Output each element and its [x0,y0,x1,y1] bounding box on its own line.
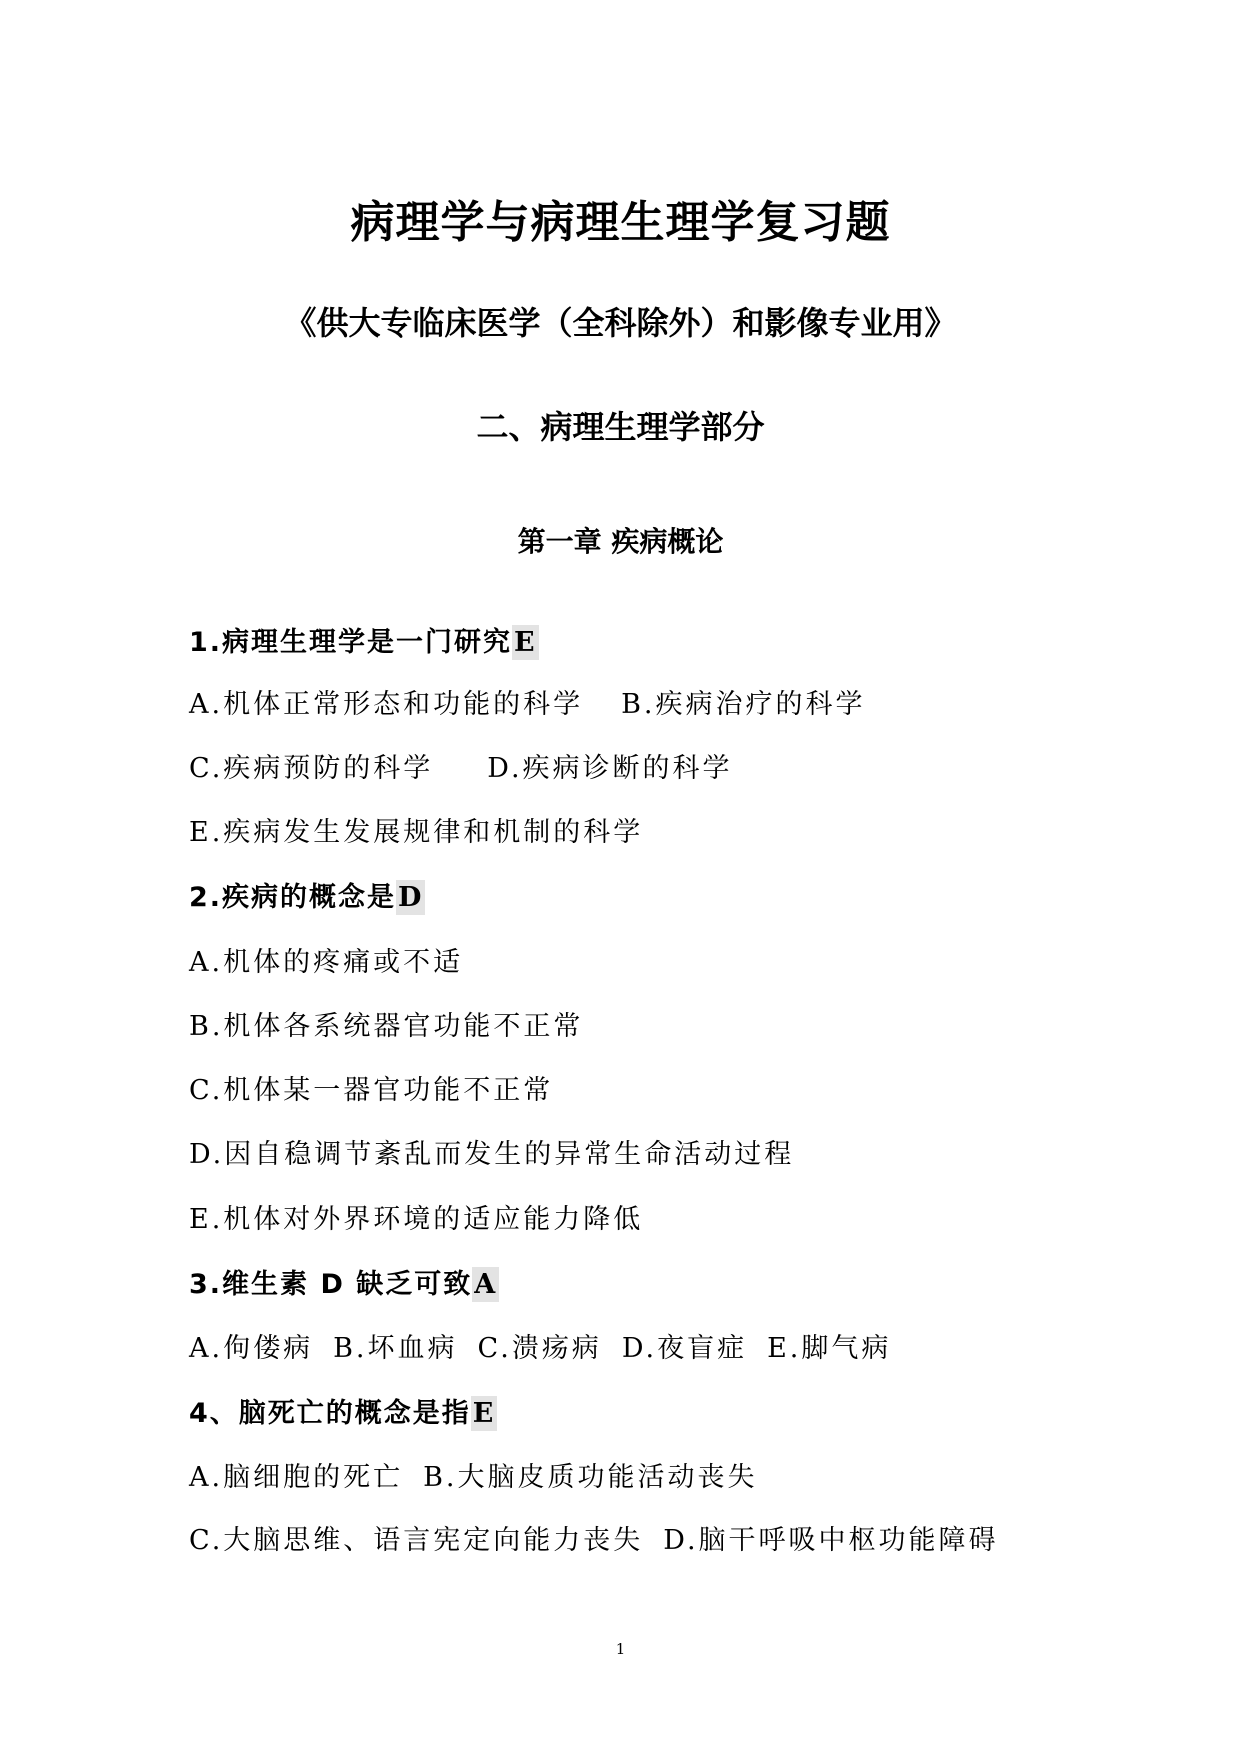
question-1-options-row-2 [189,746,733,785]
option-c: C.溃疡病 [477,1333,602,1364]
option-c: C.疾病预防的科学 [189,753,434,784]
question-3-options-row [189,1326,891,1365]
question-stem-text: 4、脑死亡的概念是指 [189,1398,471,1429]
option-e: E.脚气病 [767,1333,892,1364]
question-2-option-b: B.机体各系统器官功能不正常 [189,1011,584,1042]
chapter-title: 第一章 疾病概论 [517,525,724,558]
question-1-option-e: E.疾病发生发展规律和机制的科学 [189,817,644,848]
answer-key: E [472,1398,496,1429]
question-4-stem [189,1391,497,1430]
question-2-option-a: A.机体的疼痛或不适 [189,947,464,978]
question-4-options-row-1 [189,1455,758,1494]
option-b: B.疾病治疗的科学 [621,689,866,720]
option-b: B.大脑皮质功能活动丧失 [423,1462,758,1493]
option-d: D.夜盲症 [621,1333,748,1364]
question-stem-text: 3.维生素 D 缺乏可致 [189,1269,473,1300]
question-3-stem [189,1262,499,1301]
option-d: D.疾病诊断的科学 [487,753,733,784]
question-2-stem [189,875,425,914]
question-1-options-row-1 [189,682,866,721]
option-a: A.佝偻病 [189,1333,314,1364]
page-number: 1 [615,1640,626,1658]
question-stem-text: 1.病理生理学是一门研究 [189,627,513,658]
answer-key: E [514,627,537,658]
question-2-option-c: C.机体某一器官功能不正常 [189,1075,554,1106]
document-title: 病理学与病理生理学复习题 [350,197,891,248]
document-subtitle: 《供大专临床医学（全科除外）和影像专业用》 [284,304,957,342]
question-1-stem [189,620,539,659]
question-4-options-row-2 [189,1518,999,1557]
question-2-option-d: D.因自稳调节紊乱而发生的异常生命活动过程 [189,1139,795,1170]
part-title: 二、病理生理学部分 [476,408,765,446]
answer-key: D [398,882,424,913]
option-a: A.脑细胞的死亡 [189,1462,404,1493]
option-d: D.脑干呼吸中枢功能障碍 [663,1525,999,1556]
option-a: A.机体正常形态和功能的科学 [189,689,584,720]
question-stem-text: 2.疾病的概念是 [189,882,397,913]
question-2-option-e: E.机体对外界环境的适应能力降低 [189,1204,644,1235]
option-b: B.坏血病 [333,1333,458,1364]
option-c: C.大脑思维、语言宪定向能力丧失 [189,1525,644,1556]
answer-key: A [474,1269,498,1300]
